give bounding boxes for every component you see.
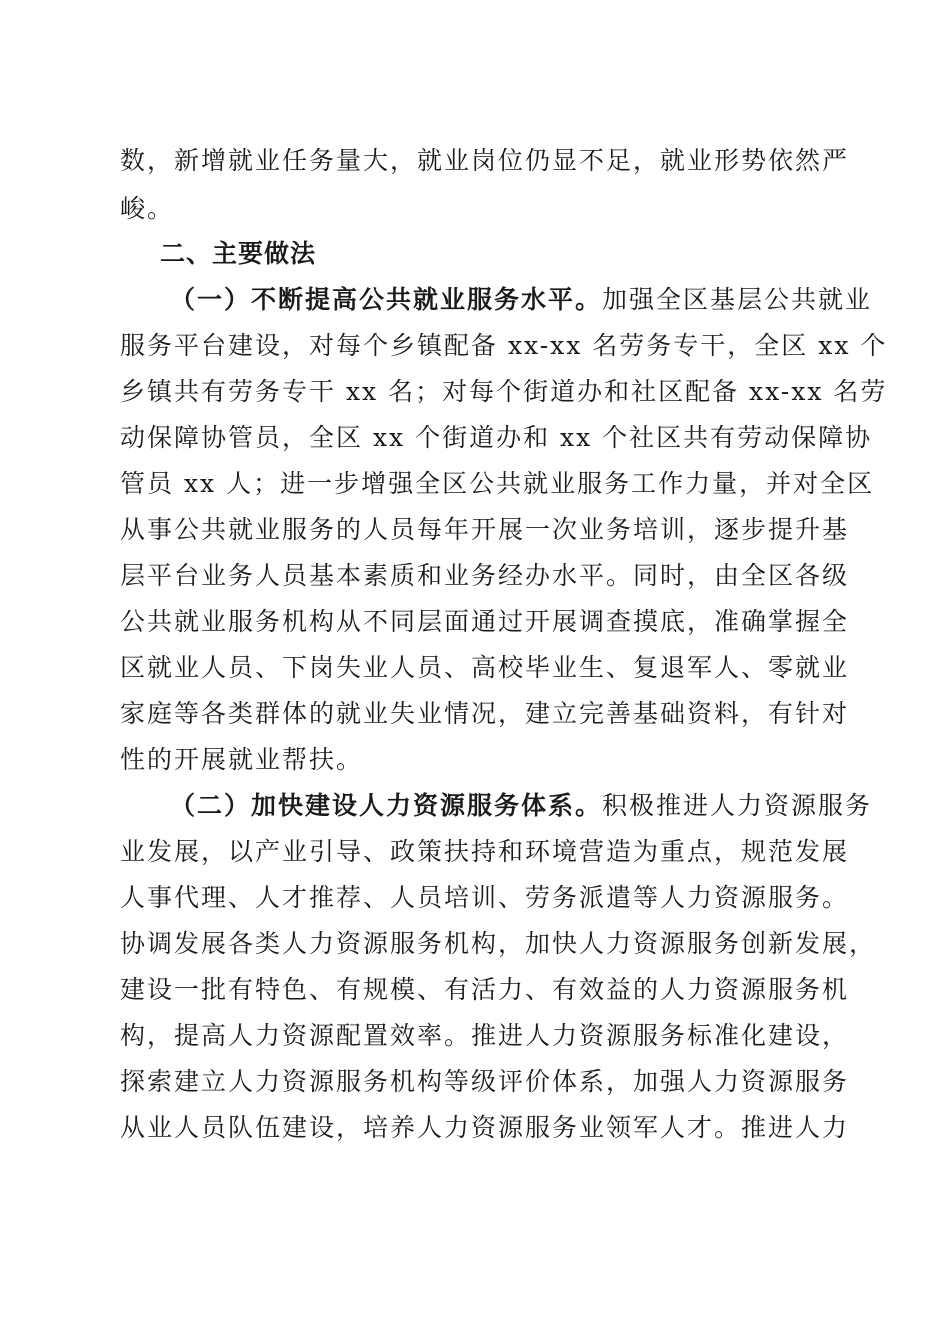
text-line: 动保障协管员，全区 xx 个街道办和 xx 个社区共有劳动保障协 (120, 423, 873, 452)
text-line: 探索建立人力资源服务机构等级评价体系，加强人力资源服务 (120, 1067, 850, 1096)
section-heading: 二、主要做法 (160, 239, 317, 268)
text-line: 乡镇共有劳务专干 xx 名；对每个街道办和社区配备 xx-xx 名劳 (120, 377, 888, 406)
text-line: 服务平台建设，对每个乡镇配备 xx-xx 名劳务专干，全区 xx 个 (120, 331, 888, 360)
text-line: 数，新增就业任务量大，就业岗位仍显不足，就业形势依然严 (120, 146, 850, 175)
text-line: 管员 xx 人；进一步增强全区公共就业服务工作力量，并对全区 (120, 469, 875, 498)
text-line: 协调发展各类人力资源服务机构，加快人力资源服务创新发展， (120, 929, 877, 958)
text-line: 从事公共就业服务的人员每年开展一次业务培训，逐步提升基 (120, 515, 850, 544)
text-line: 公共就业服务机构从不同层面通过开展调查摸底，准确掌握全 (120, 607, 850, 636)
text-line: 构，提高人力资源配置效率。推进人力资源服务标准化建设， (120, 1021, 850, 1050)
paragraph-lead-rest: 积极推进人力资源服务 (602, 791, 873, 820)
text-line: 建设一批有特色、有规模、有活力、有效益的人力资源服务机 (120, 975, 850, 1004)
text-line: 家庭等各类群体的就业失业情况，建立完善基础资料，有针对 (120, 699, 850, 728)
paragraph-lead-rest: 加强全区基层公共就业 (602, 285, 873, 314)
paragraph-first-line (170, 791, 872, 821)
paragraph-first-line (170, 285, 872, 315)
text-line: 层平台业务人员基本素质和业务经办水平。同时，由全区各级 (120, 561, 850, 590)
text-line: 峻。 (120, 194, 175, 223)
text-line: 区就业人员、下岗失业人员、高校毕业生、复退军人、零就业 (120, 653, 850, 682)
text-line: 从业人员队伍建设，培养人力资源服务业领军人才。推进人力 (120, 1113, 850, 1142)
text-line: 性的开展就业帮扶。 (120, 745, 364, 774)
text-line: 人事代理、人才推荐、人员培训、劳务派遣等人力资源服务。 (120, 883, 850, 912)
paragraph-lead: （一）不断提高公共就业服务水平。 (170, 285, 603, 314)
text-line: 业发展，以产业引导、政策扶持和环境营造为重点，规范发展 (120, 837, 850, 866)
paragraph-lead: （二）加快建设人力资源服务体系。 (170, 791, 603, 820)
